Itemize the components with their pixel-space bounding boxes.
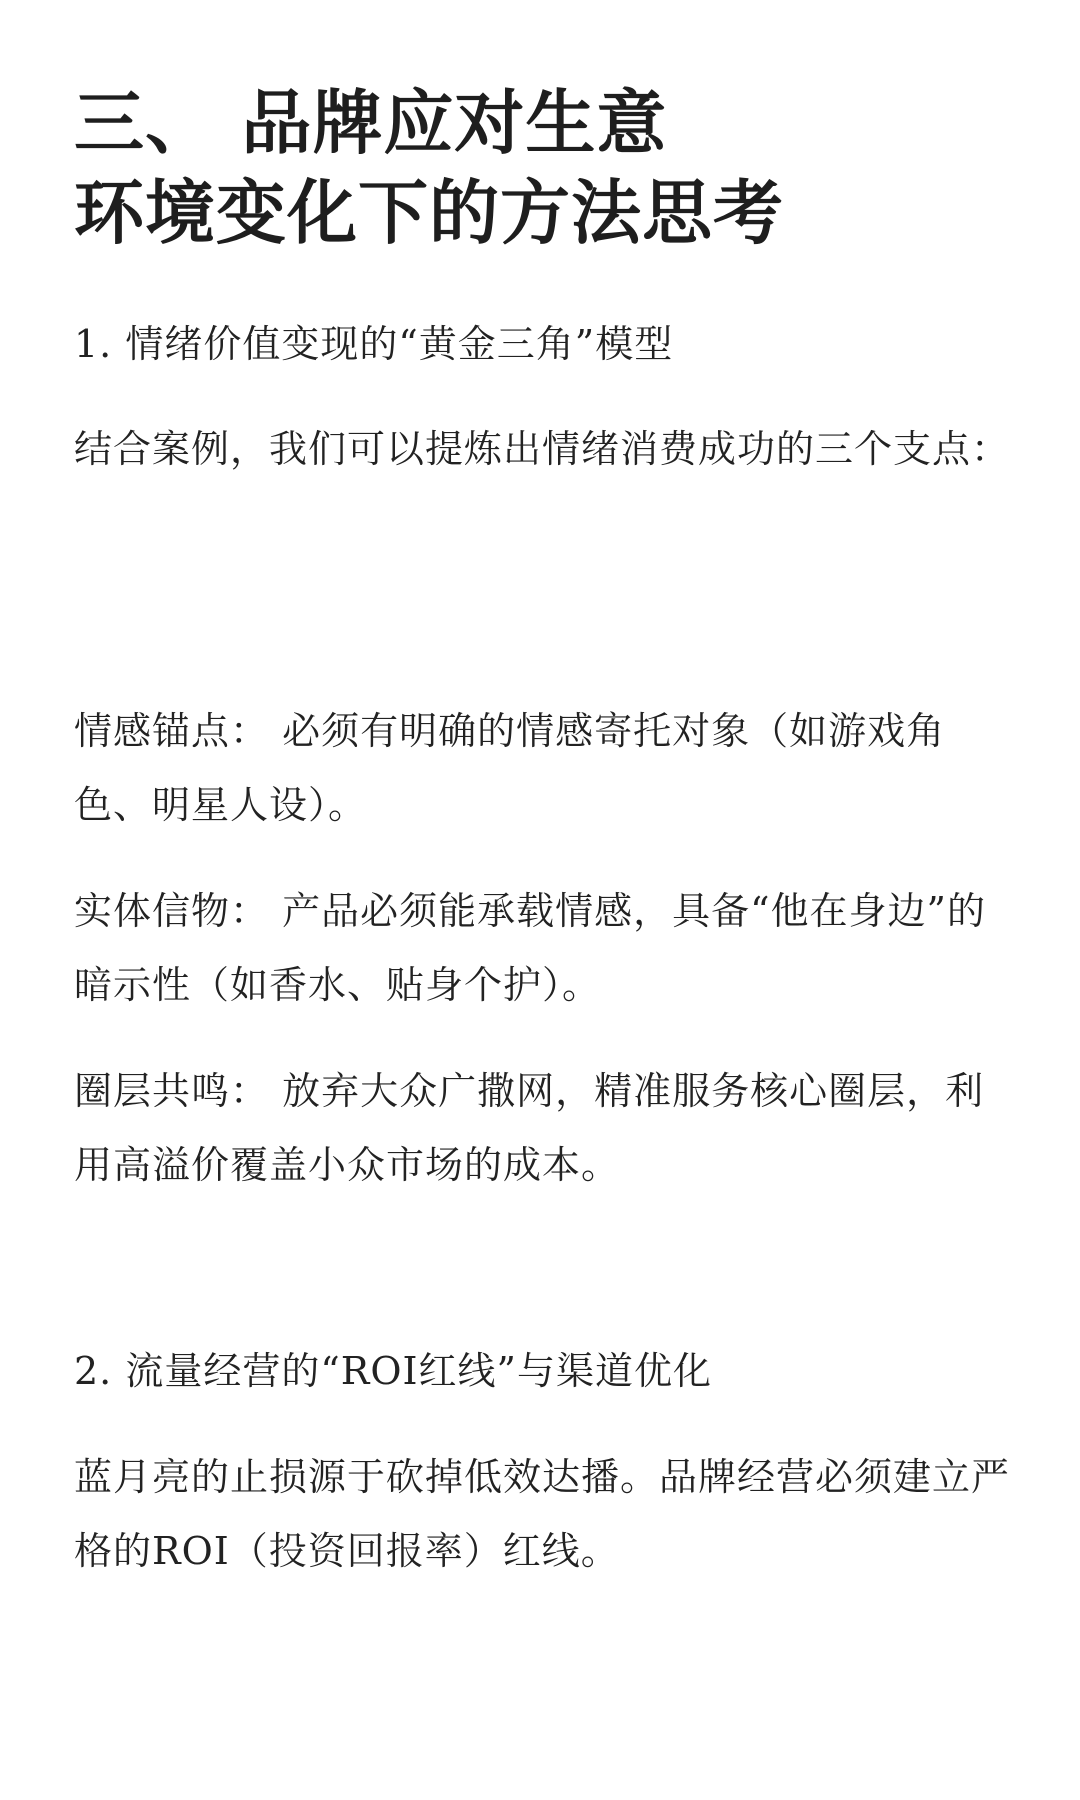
list-item-label: 情感锚点： xyxy=(74,709,270,753)
section-2-paragraph: 蓝月亮的止损源于砍掉低效达播。品牌经营必须建立严格的ROI（投资回报率）红线。 xyxy=(74,1455,1011,1573)
section-2-heading: 2. 流量经营的“ROI红线”与渠道优化 xyxy=(74,1349,712,1393)
list-item-label: 圈层共鸣： xyxy=(74,1069,270,1113)
page-title-line-1: 三、 品牌应对生意 xyxy=(74,81,668,164)
list-item xyxy=(74,874,1014,1022)
section-1-intro: 结合案例，我们可以提炼出情绪消费成功的三个支点： xyxy=(74,427,1011,471)
list-item xyxy=(74,1054,1014,1202)
page-title-line-2: 环境变化下的方法思考 xyxy=(74,171,784,254)
section-1-heading: 1. 情绪价值变现的“黄金三角”模型 xyxy=(74,322,674,366)
list-item-text: 放弃大众广撒网，精准服务核心圈层，利用高溢价覆盖小众市场的成本。 xyxy=(74,1069,985,1187)
list-item xyxy=(74,694,1014,842)
list-item-text: 必须有明确的情感寄托对象（如游戏角色、明星人设）。 xyxy=(74,709,946,827)
list-item-label: 实体信物： xyxy=(74,889,270,933)
page-title xyxy=(74,78,784,258)
list-item-text: 产品必须能承载情感，具备“他在身边”的暗示性（如香水、贴身个护）。 xyxy=(74,889,986,1007)
